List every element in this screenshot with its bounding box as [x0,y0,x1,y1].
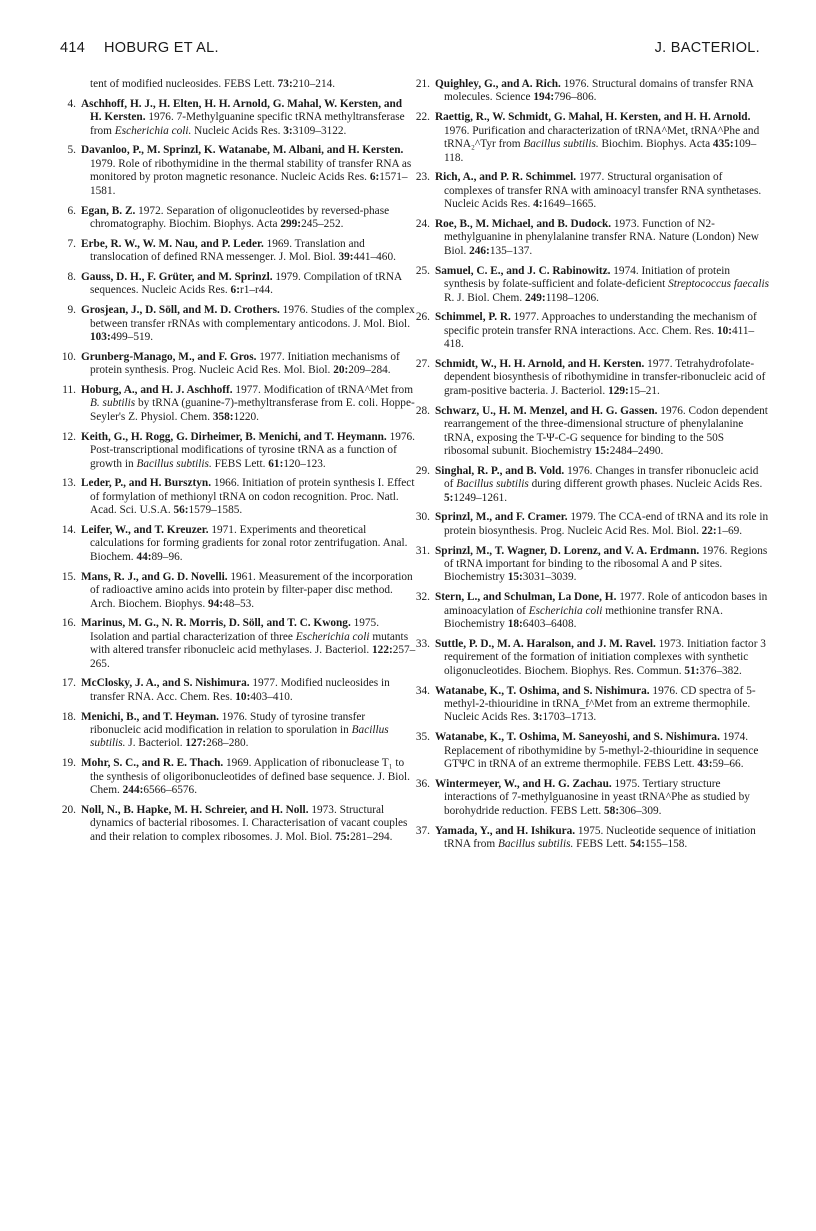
reference-authors: Hoburg, A., and H. J. Aschhoff. [81,383,233,396]
reference-entry [415,684,770,725]
reference-body: 1976. Structural domains of transfer RNA molecules. Science [444,78,754,104]
right-column [415,78,770,858]
reference-body: 1971. Experiments and theoretical calculations for forming gradients for zonal rotor zentrifugation. Anal. Biochem. [90,523,408,563]
reference-entry [415,78,770,105]
reference-volume: 299: [280,217,302,230]
reference-number: 23. [415,171,430,184]
reference-volume: 75: [335,830,351,843]
reference-body: 1969. Application of ribonuclease T₁ to the synthesis of oligoribonucleotides of defined base sequence. J. Biol. Chem. [90,757,411,797]
reference-volume: 61: [268,457,284,470]
reference-number: 25. [415,264,430,277]
reference-volume: 194: [533,91,555,104]
reference-body: 1976. Post-transcriptional modifications of tyrosine tRNA as a function of growth in [90,430,416,470]
reference-number: 5. [67,144,76,157]
reference-pages: 403–410. [250,690,293,703]
reference-entry [61,710,416,751]
reference-number: 18. [61,710,76,723]
reference-pages: 120–123. [283,457,326,470]
reference-journal: by tRNA (guanine-7)-methyltransferase from E. coli. Hoppe-Seyler's Z. Physiol. Chem. [90,397,415,423]
reference-volume: 6: [230,284,240,297]
reference-authors: Wintermeyer, W., and H. G. Zachau. [435,777,612,790]
reference-entry [66,205,416,232]
left-column [61,78,416,851]
reference-number: 22. [415,111,430,124]
reference-entry [61,523,416,564]
reference-number: 6. [67,204,76,217]
reference-pages: 48–53. [223,597,255,610]
reference-pages: 245–252. [301,217,344,230]
reference-journal: FEBS Lett. [211,457,269,470]
reference-body: 1977. Modified nucleosides in transfer RNA. Acc. Chem. Res. [90,677,390,703]
reference-entry [415,357,770,398]
reference-body: 1977. Approaches to understanding the mechanism of specific protein transfer RNA interactions. Acc. Chem. Res. [444,311,757,337]
reference-volume: 435: [712,138,734,151]
reference-volume: 15: [594,444,610,457]
reference-authors: Quighley, G., and A. Rich. [435,78,561,90]
reference-entry [61,350,416,378]
reference-authors: Watanabe, K., T. Oshima, and S. Nishimura. [435,684,650,697]
reference-entry [415,171,770,211]
reference-entry [415,731,770,771]
reference-entry [415,637,770,678]
reference-pages: 15–21. [628,384,660,397]
reference-entry [415,511,770,538]
reference-pages: 210–214. [292,78,336,90]
reference-body: 1977. Initiation mechanisms of protein synthesis. Prog. Nucleic Acid Res. Mol. Biol. [90,350,400,377]
reference-number: 14. [61,523,76,536]
reference-authors: Egan, B. Z. [81,204,136,217]
reference-species-name: Bacillus subtilis. [90,724,389,750]
reference-body: 1976. CD spectra of 5-methyl-2-thiouridine in tRNA_f^Met from an extreme thermophile. Nucleic Acids Res. [444,684,756,724]
running-head-authors: HOBURG ET AL. [104,40,219,56]
reference-volume: 6: [369,171,380,184]
reference-volume: 358: [212,410,234,423]
reference-body: 1973. Function of N2-methylguanine in phenylalanine transfer RNA. Nature (London) New Biol. [444,217,759,257]
reference-pages: 89–96. [151,550,183,563]
reference-species-name: Bacillus subtilis [456,478,529,491]
reference-volume: 3: [533,711,543,724]
reference-volume: 56: [173,504,189,517]
reference-species-name: Bacillus subtilis. [523,138,599,151]
reference-authors: Roe, B., M. Michael, and B. Dudock. [435,217,612,230]
reference-number: 15. [61,570,76,583]
reference-authors: Aschhoff, H. J., H. Elten, H. H. Arnold, G. Mahal, W. Kersten, and H. Kersten. [81,97,403,124]
reference-entry [61,430,416,471]
reference-entry [415,111,770,165]
reference-volume: 4: [533,198,543,211]
reference-species-name: Bacillus subtilis. [136,457,212,470]
reference-authors: Grunberg-Manago, M., and F. Gros. [81,350,257,363]
reference-entry [415,264,770,305]
reference-pages: 796–806. [554,91,597,104]
reference-authors: Erbe, R. W., W. M. Nau, and P. Leder. [81,237,264,250]
page-number: 414 [60,40,86,56]
reference-body: 1977. Modification of tRNA^Met from [232,383,413,396]
reference-entry [61,803,416,844]
reference-pages: r1–r44. [239,284,273,297]
reference-authors: Marinus, M. G., N. R. Morris, D. Söll, and T. C. Kwong. [81,617,351,630]
reference-species-name: Escherichia coli [528,604,603,617]
reference-journal: methionine transfer RNA. Biochemistry [444,604,723,631]
reference-pages: 306–309. [619,804,662,817]
reference-number: 13. [61,477,76,490]
reference-volume: 129: [608,384,629,397]
reference-volume: 3: [283,124,293,137]
reference-body: 1977. Structural organisation of complexes of transfer RNA with aminoacyl transfer RNA synthetases. Nucleic Acids Res. [444,171,762,211]
reference-entry [61,477,416,517]
reference-authors: Sprinzl, M., T. Wagner, D. Lorenz, and V. A. Erdmann. [435,544,700,557]
reference-number: 27. [415,357,430,370]
reference-authors: Suttle, P. D., M. A. Haralson, and J. M. Ravel. [435,637,656,650]
reference-number: 10. [61,350,76,363]
reference-body-start: tent of modified nucleosides. FEBS Lett. [90,78,278,90]
reference-number: 24. [415,217,430,230]
reference-pages: 281–294. [350,830,393,843]
reference-number: 33. [415,637,430,650]
reference-body: 1974. Replacement of ribothymidine by 5-methyl-2-thiouridine in sequence GTΨC in tRNA of an extreme thermophile. FEBS Lett. [444,731,759,771]
reference-number: 32. [415,591,430,604]
reference-pages: 268–280. [206,737,249,750]
reference-authors: Rich, A., and P. R. Schimmel. [435,171,577,184]
reference-authors: Mohr, S. C., and R. E. Thach. [81,757,224,770]
reference-authors: Yamada, Y., and H. Ishikura. [435,824,576,837]
reference-number: 11. [62,383,76,396]
reference-number: 31. [415,544,430,557]
reference-species-name: B. subtilis [90,397,136,410]
reference-pages: 376–382. [699,664,742,677]
reference-journal: Biochim. Biophys. Acta [598,138,713,151]
reference-authors: Keith, G., H. Rogg, G. Dirheimer, B. Menichi, and T. Heymann. [81,430,387,443]
reference-body: 1973. Initiation factor 3 requirement of the formation of initiation complexes with synthetic oligonucleotides. Biochem. Biophys. Res. Commun. [444,637,766,677]
reference-entry [415,217,770,258]
reference-volume: 15: [507,571,523,584]
reference-pages: 135–137. [489,244,533,257]
reference-entry [415,824,770,852]
reference-volume: 43: [697,758,713,771]
reference-authors: Leifer, W., and T. Kreuzer. [81,523,209,536]
reference-journal: J. Bacteriol. [125,737,186,750]
reference-pages: 3031–3039. [522,571,577,584]
reference-pages: 2484–2490. [609,444,664,457]
reference-body: 1973. Structural dynamics of bacterial ribosomes. I. Characterisation of vacant couples and their relation to complex ribosomes. J. Mol. Biol. [90,803,408,843]
reference-volume: 122: [372,644,393,657]
reference-number: 17. [61,677,76,690]
reference-authors: Noll, N., B. Hapke, M. H. Schreier, and H. Noll. [81,803,309,816]
reference-volume: 18: [507,618,523,631]
reference-pages: 155–158. [644,837,688,850]
reference-entry [66,271,416,298]
reference-pages: 209–284. [348,364,391,377]
reference-number: 8. [67,270,76,283]
reference-entry [415,311,770,351]
reference-volume: 73: [277,78,293,90]
reference-pages: 1649–1665. [542,198,597,211]
reference-number: 20. [61,803,76,816]
reference-number: 35. [415,731,430,744]
reference-entry [66,238,416,265]
reference-entry [61,570,416,611]
reference-journal: mutants with altered transfer ribonucleic acid methylases. J. Bacteriol. [90,630,409,657]
reference-body: 1969. Translation and translocation of defined RNA messenger. J. Mol. Biol. [90,237,365,264]
reference-entry [62,383,416,424]
reference-entry [61,757,416,797]
reference-authors: Menichi, B., and T. Heyman. [81,710,219,723]
reference-number: 34. [415,684,430,697]
reference-species-name: Escherichia coli [295,630,370,643]
reference-number: 37. [415,824,430,837]
reference-number: 28. [415,404,430,417]
reference-authors: Sprinzl, M., and F. Cramer. [435,511,568,524]
reference-body: 1972. Separation of oligonucleotides by reversed-phase chromatography. Biochim. Biophys. Acta [90,204,390,230]
reference-pages: 109–118. [444,138,757,164]
reference-pages: 6566–6576. [143,784,198,797]
reference-body: 1979. Compilation of tRNA sequences. Nucleic Acids Res. [90,270,402,297]
reference-body: 1975. Tertiary structure interactions of 7-methylguanosine in yeast tRNA^Phe as studied by borohydride reduction. FEBS Lett. [444,777,750,817]
continued-reference [66,78,416,91]
reference-volume: 10: [716,324,732,337]
reference-volume: 127: [185,737,207,750]
reference-body: 1977. Role of anticodon bases in aminoacylation of [444,591,768,617]
reference-number: 26. [415,311,430,324]
reference-species-name: Streptococcus faecalis [668,278,770,291]
running-header [60,40,760,62]
reference-authors: Stern, L., and Schulman, La Done, H. [435,591,617,604]
reference-pages: 3109–3122. [292,124,347,137]
reference-entry [61,617,416,671]
reference-body: 1979. The CCA-end of tRNA and its role in protein biosynthesis. Prog. Nucleic Acid Res. Mol. Biol. [444,511,769,537]
reference-pages: 499–519. [110,331,154,344]
reference-number: 16. [61,617,76,630]
reference-journal: R. J. Biol. Chem. [444,291,525,304]
reference-volume: 10: [235,690,251,703]
reference-number: 7. [67,237,76,250]
reference-authors: Samuel, C. E., and J. C. Rabinowitz. [435,264,611,277]
reference-body: 1976. Regions of tRNA important for binding to the ribosomal A and P sites. Biochemistry [444,544,768,584]
reference-authors: Davanloo, P., M. Sprinzl, K. Watanabe, M. Albani, and H. Kersten. [81,144,404,157]
reference-body: 1975. Isolation and partial characterization of three [90,617,380,643]
reference-authors: Schimmel, P. R. [435,311,511,324]
reference-volume: 39: [338,251,354,264]
reference-authors: McClosky, J. A., and S. Nishimura. [81,677,250,690]
reference-pages: 257–265. [90,644,416,670]
reference-entry [66,144,416,198]
reference-pages: 411–418. [444,324,755,351]
reference-number: 30. [415,511,430,524]
reference-number: 9. [67,304,76,317]
reference-number: 4. [67,97,76,110]
reference-pages: 441–460. [353,251,396,264]
reference-journal: during different growth phases. Nucleic Acids Res. [528,478,763,491]
reference-volume: 58: [604,804,620,817]
reference-pages: 1249–1261. [453,491,508,504]
reference-body: 1975. Nucleotide sequence of initiation tRNA from [444,824,756,850]
reference-volume: 54: [629,837,645,850]
reference-volume: 22: [701,524,717,537]
reference-volume: 94: [207,597,224,610]
reference-volume: 244: [122,784,144,797]
reference-pages: 1571–1581. [90,171,408,197]
reference-body: 1974. Initiation of protein synthesis by folate-sufficient and folate-deficient [444,264,730,291]
reference-pages: 1579–1585. [188,504,243,517]
running-head-journal: J. BACTERIOL. [654,40,760,56]
reference-species-name: Escherichia coli. [114,124,192,137]
reference-journal: Nucleic Acids Res. [191,124,284,137]
reference-number: 21. [415,78,430,90]
reference-authors: Singhal, R. P., and B. Vold. [435,464,565,477]
reference-authors: Leder, P., and H. Bursztyn. [81,477,212,490]
reference-authors: Mans, R. J., and G. D. Novelli. [81,570,228,583]
reference-authors: Schmidt, W., H. H. Arnold, and H. Kersten. [435,357,645,370]
reference-entry [415,464,770,505]
reference-number: 36. [415,777,430,790]
reference-authors: Watanabe, K., T. Oshima, M. Saneyoshi, and S. Nishimura. [435,731,720,744]
reference-entry [61,677,416,704]
reference-number: 29. [415,464,430,477]
reference-pages: 1703–1713. [542,711,597,724]
reference-body: 1976. Studies of the complex between transfer rRNAs with complementary anticodons. J. Mol. Biol. [90,304,415,330]
reference-entry [415,591,770,631]
reference-pages: 1198–1206. [545,291,599,304]
reference-pages: 59–66. [712,758,744,771]
reference-pages: 6403–6408. [522,618,577,631]
reference-body: 1977. Tetrahydrofolate-dependent biosynthesis of ribothymidine in transfer-ribonucleic acid of gram-positive bacteria. J. Bacteriol. [444,357,766,397]
reference-entry [66,304,416,344]
reference-authors: Grosjean, J., D. Söll, and M. D. Crothers. [81,304,280,317]
reference-volume: 5: [444,491,454,504]
reference-pages: 1220. [233,410,259,423]
reference-species-name: Bacillus subtilis. [497,837,574,850]
reference-body: 1976. 7-Methylguanine specific tRNA methyltransferase from [90,111,405,137]
reference-entry [66,98,416,138]
reference-volume: 246: [469,244,490,257]
reference-journal: FEBS Lett. [573,837,630,850]
reference-body: 1976. Purification and characterization of tRNA^Met, tRNA^Phe and tRNA₂^Tyr from [444,124,760,151]
reference-volume: 103: [90,331,111,344]
reference-volume: 51: [684,664,700,677]
reference-authors: Schwarz, U., H. M. Menzel, and H. G. Gassen. [435,404,658,417]
reference-volume: 44: [136,550,152,563]
reference-entry [415,544,770,585]
reference-body: 1976. Study of tyrosine transfer ribonucleic acid modification in relation to sporulation in [90,710,366,737]
reference-authors: Gauss, D. H., F. Grüter, and M. Sprinzl. [81,270,273,283]
reference-entry [415,777,770,818]
reference-entry [415,404,770,459]
reference-volume: 249: [524,291,546,304]
reference-volume: 20: [333,364,349,377]
reference-number: 12. [61,430,76,443]
reference-authors: Raettig, R., W. Schmidt, G. Mahal, H. Kersten, and H. H. Arnold. [435,111,751,124]
reference-pages: 1–69. [716,524,743,537]
reference-number: 19. [61,757,76,770]
reference-body: 1976. Changes in transfer ribonucleic acid of [444,464,759,491]
reference-body: 1966. Initiation of protein synthesis I. Effect of formylation of methionyl tRNA on codon recognition. Proc. Natl. Acad. Sci. U.S.A. [90,477,415,517]
reference-body: 1976. Codon dependent rearrangement of the three-dimensional structure of phenylalanine tRNA, exposing the T-Ψ-C-G sequence for binding to the 50S ribosomal subunit. Biochemistry [444,404,768,457]
reference-body: 1961. Measurement of the incorporation of radioactive amino acids into protein by filter-paper disc method. Arch. Biochem. Biophys. [90,570,413,610]
reference-body: 1979. Role of ribothymidine in the thermal stability of transfer RNA as monitored by proton magnetic resonance. Nucleic Acids Res. [90,157,412,184]
